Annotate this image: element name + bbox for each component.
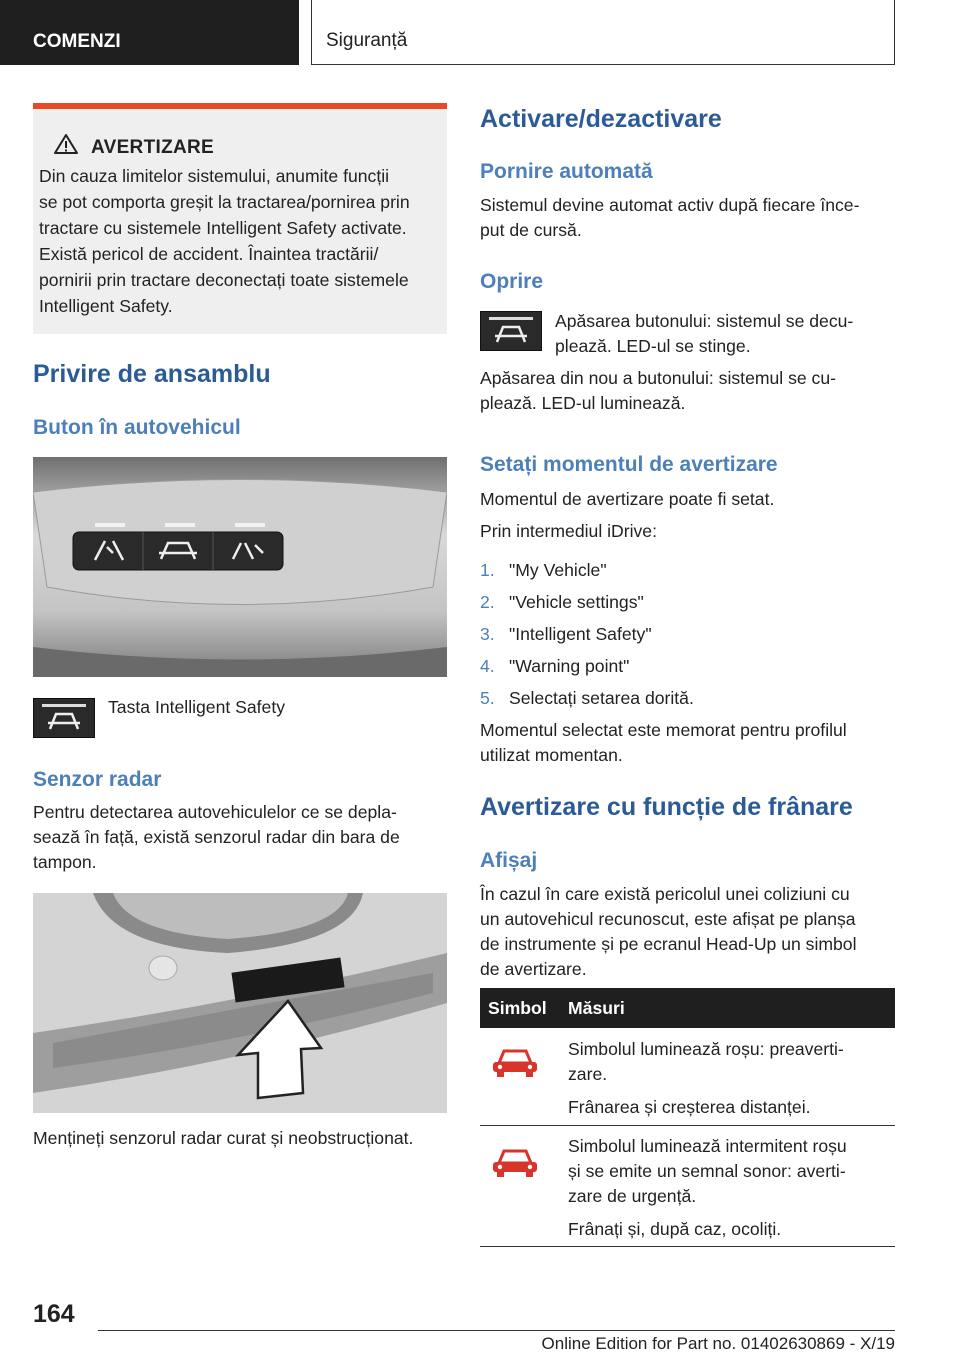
set-text: Momentul de avertizare poate fi setat. [480,489,775,509]
row-description: Simbolul luminează roșu: preaverti- zare. Frânarea și creșterea distanței. [568,1039,844,1117]
row-description: Simbolul luminează intermitent roșu și se emite un semnal sonor: averti- zare de urgență. Frânați și, după caz, ocoliți. [568,1136,847,1239]
heading-overview: Privire de ansamblu [33,360,271,388]
radar-text: Pentru detectarea autovehiculelor ce se depla- sează în față, există senzorul radar din bara de tampon. [33,802,400,872]
section-label: COMENZI [33,31,121,52]
list-item: 3. "Intelligent Safety" [480,624,652,644]
list-item: 1. "My Vehicle" [480,560,607,580]
table-header [480,988,895,1028]
car-warning-icon [489,1141,541,1181]
table-row [480,1028,895,1125]
list-item: 2. "Vehicle settings" [480,592,644,612]
idrive-text: Prin intermediul iDrive: [480,521,657,541]
stored-text: Momentul selectat este memorat pentru profilul utilizat momentan. [480,720,847,765]
heading-radar: Senzor radar [33,768,162,791]
heading-stop: Oprire [480,270,544,293]
stop-text: Apăsarea butonului: sistemul se decu- plează. LED-ul se stinge. [555,311,854,356]
button-panel-image [33,457,447,677]
heading-button: Buton în autovehicul [33,416,241,439]
warning-text: Din cauza limitelor sistemului, anumite funcții se pot comporta greșit la tractarea/pornirea prin tractare cu sistemele Intelligent Safety activate. Există pericol de accident. Înaintea tractării/ pornirii prin tractare deconectați toate sistemele Intelligent Safety. [39,166,410,316]
chapter-label: Siguranță [326,30,408,51]
intelligent-safety-key-icon [33,698,95,738]
list-item: 5. Selectați setarea dorită. [480,688,694,708]
key-caption: Tasta Intelligent Safety [108,697,286,717]
chapter-tab [311,0,895,65]
heading-auto-start: Pornire automată [480,160,653,183]
steps-list [480,558,895,718]
radar-sensor-image [33,893,447,1113]
col-symbol: Simbol [488,998,547,1018]
restart-text: Apăsarea din nou a butonului: sistemul se cu- plează. LED-ul luminează. [480,368,836,413]
col-measures: Măsuri [568,998,625,1018]
table-bottom-divider [480,1246,895,1247]
table-row [480,1126,895,1246]
heading-activation: Activare/dezactivare [480,105,722,133]
footer-divider [98,1330,895,1331]
display-text: În cazul în care există pericolul unei coliziuni cu un autovehicul recunoscut, este afișat pe planșa de instrumente și pe ecranul Head-Up un simbol de avertizare. [480,884,857,979]
warning-title: AVERTIZARE [91,137,214,158]
section-tab [0,0,299,65]
warning-box [33,103,447,334]
warning-triangle-icon [53,133,79,155]
auto-start-text: Sistemul devine automat activ după fiecare înce- put de cursă. [480,195,860,240]
page-number: 164 [33,1300,75,1328]
intelligent-safety-key-icon [480,311,542,351]
heading-warning-time: Setați momentul de avertizare [480,453,778,476]
radar-caption: Mențineți senzorul radar curat și neobstrucționat. [33,1128,414,1148]
list-item: 4. "Warning point" [480,656,630,676]
car-warning-icon [489,1041,541,1081]
heading-display: Afișaj [480,849,538,872]
edition-text: Online Edition for Part no. 01402630869 - X/19 [541,1334,895,1353]
heading-brake-warning: Avertizare cu funcție de frânare [480,793,853,821]
